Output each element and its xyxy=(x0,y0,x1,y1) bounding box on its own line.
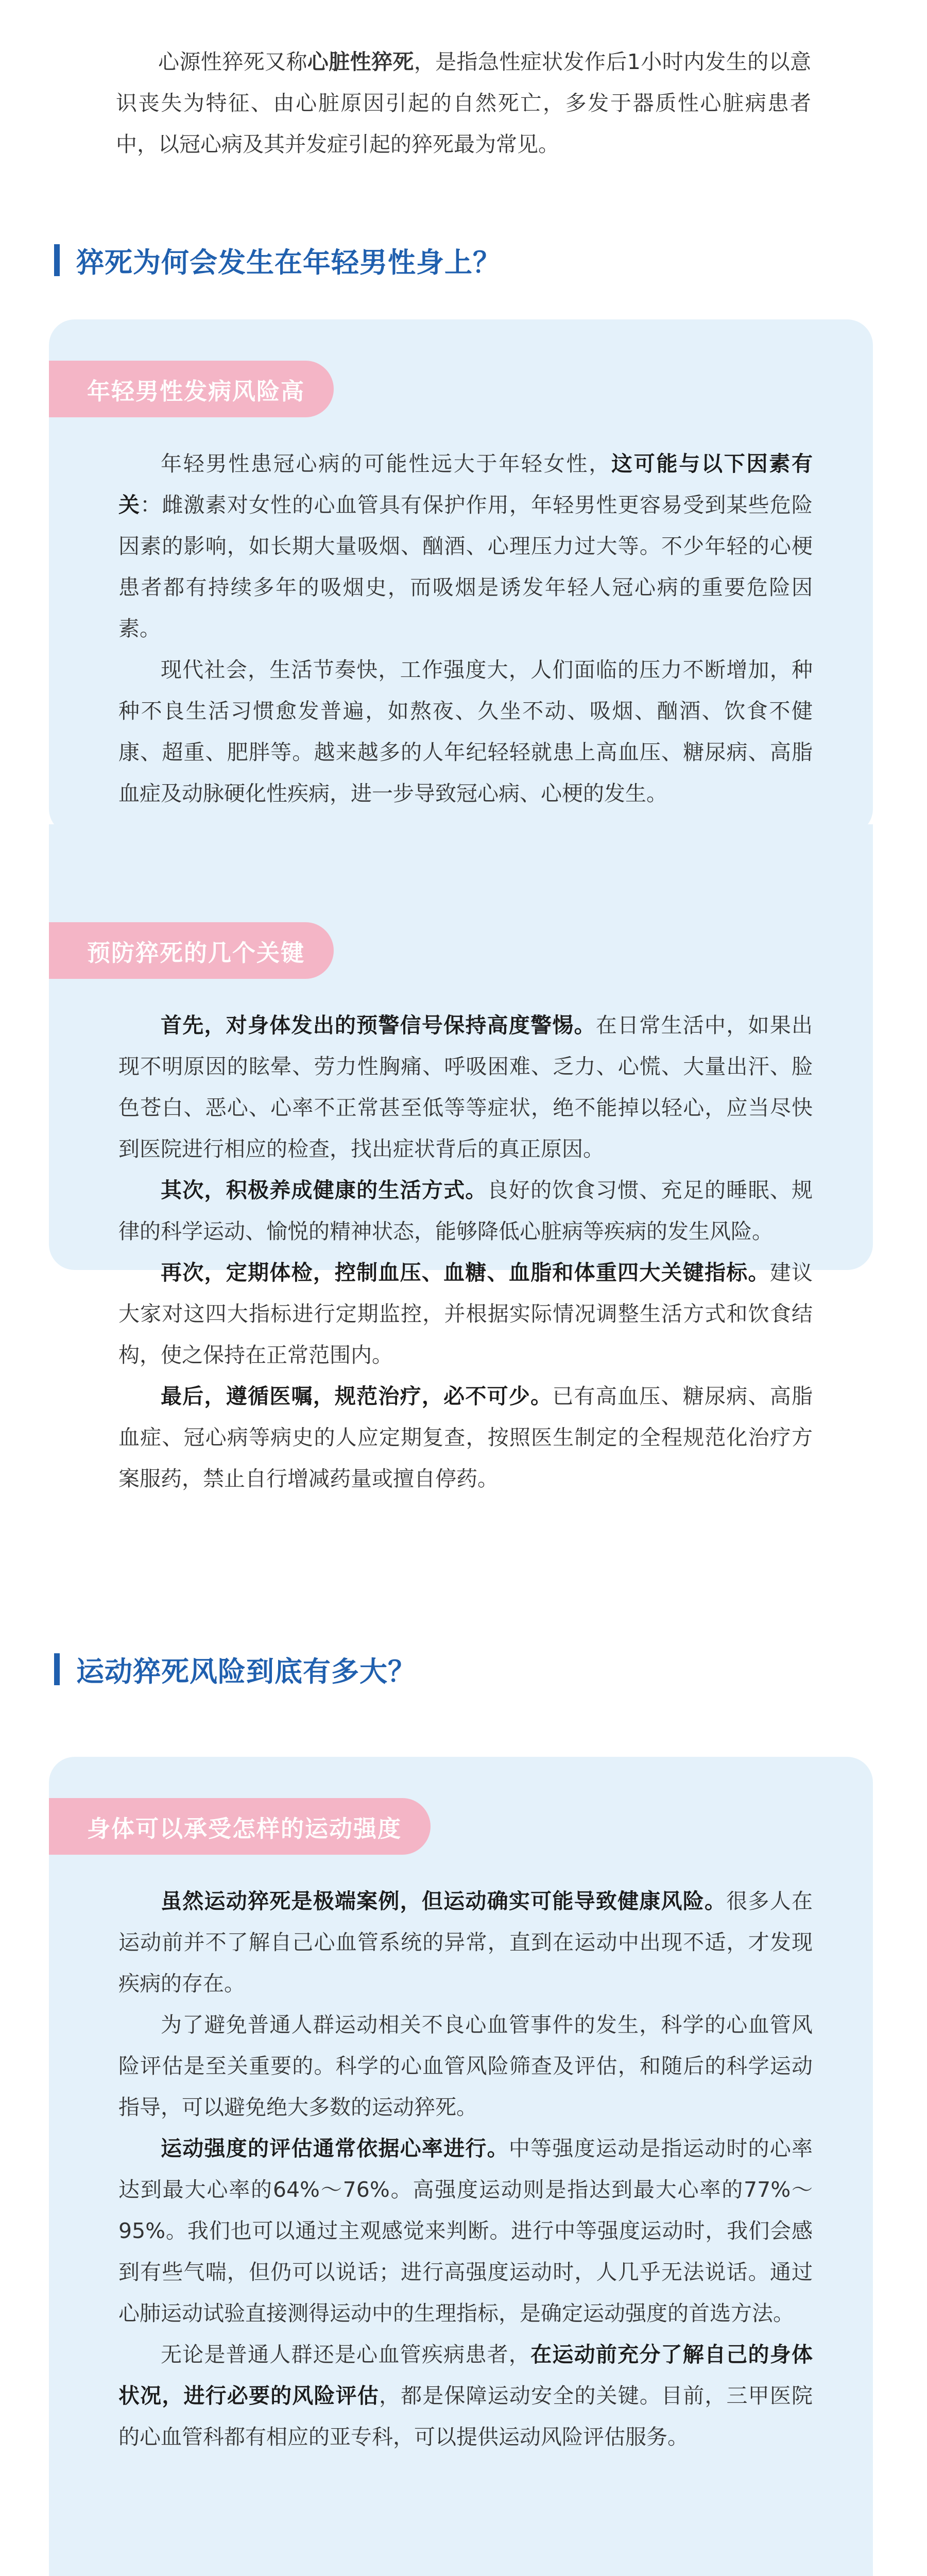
sub-heading-exercise-tolerance: 身体可以承受怎样的运动强度 xyxy=(49,1798,431,1855)
text: ，都是保障运动安全的关键。目前，三甲医院的心血管科都有相应的亚专科，可以提供运动风险评估服务。 xyxy=(118,2383,813,2449)
paragraph xyxy=(118,443,813,649)
bold-text: 运动强度的评估通常依据心率进行。 xyxy=(161,2136,509,2161)
section-title-bar xyxy=(54,244,60,276)
bold-text: 首先，对身体发出的预警信号保持高度警惕。 xyxy=(161,1013,596,1038)
paragraph xyxy=(118,1880,813,2004)
paragraph xyxy=(118,2334,813,2458)
section-title-text: 运动猝死风险到底有多大？ xyxy=(76,1655,416,1688)
bold-text: 其次，积极养成健康的生活方式。 xyxy=(161,1178,487,1202)
text: 很多人在运动前并不了解自己心血管系统的异常，直到在运动中出现不适，才发现疾病的存在。 xyxy=(118,1889,813,1996)
paragraph xyxy=(118,1005,813,1170)
text: 已有高血压、糖尿病、高脂血症、冠心病等病史的人应定期复查，按照医生制定的全程规范化治疗方案服药，禁止自行增减药量或擅自停药。 xyxy=(118,1384,813,1491)
section-title-text: 猝死为何会发生在年轻男性身上？ xyxy=(76,246,501,279)
text: 建议大家对这四大指标进行定期监控，并根据实际情况调整生活方式和饮食结构，使之保持在正常范围内。 xyxy=(118,1260,813,1367)
intro-bold: 心脏性猝死 xyxy=(307,49,414,74)
bold-text: 在运动前充分了解自己的身体状况，进行必要的风险评估 xyxy=(118,2342,813,2408)
paragraph: 为了避免普通人群运动相关不良心血管事件的发生，科学的心血管风险评估是至关重要的。科学的心血管风险筛查及评估，和随后的科学运动指导，可以避免绝大多数的运动猝死。 xyxy=(118,2012,813,2120)
paragraph xyxy=(118,2128,813,2334)
intro-text: ，是指急性症状发作后1小时内发生的以意识丧失为特征、由心脏原因引起的自然死亡，多发于器质性心脏病患者中，以冠心病及其并发症引起的猝死最为常见。 xyxy=(116,49,811,157)
intro-paragraph xyxy=(116,41,811,165)
bold-text: 虽然运动猝死是极端案例，但运动确实可能导致健康风险。 xyxy=(161,1889,727,1913)
text-block-young-male-risk xyxy=(118,443,813,814)
sub-heading-prevent-keys: 预防猝死的几个关键 xyxy=(49,922,334,979)
paragraph: 现代社会，生活节奏快，工作强度大，人们面临的压力不断增加，种种不良生活习惯愈发普遍，如熬夜、久坐不动、吸烟、酗酒、饮食不健康、超重、肥胖等。越来越多的人年纪轻轻就患上高血压、糖尿病、高脂血症及动脉硬化性疾病，进一步导致冠心病、心梗的发生。 xyxy=(118,657,813,806)
text-block-exercise-tolerance xyxy=(118,1880,813,2458)
bold-text: 再次，定期体检，控制血压、血糖、血脂和体重四大关键指标。 xyxy=(161,1260,770,1285)
text: 在日常生活中，如果出现不明原因的眩晕、劳力性胸痛、呼吸困难、乏力、心慌、大量出汗、脸色苍白、恶心、心率不正常甚至低等等症状，绝不能掉以轻心，应当尽快到医院进行相应的检查，找出症状背后的真正原因。 xyxy=(118,1013,813,1161)
text: 年轻男性患冠心病的可能性远大于年轻女性， xyxy=(161,451,611,476)
text: 中等强度运动是指运动时的心率达到最大心率的64%～76%。高强度运动则是指达到最大心率的77%～95%。我们也可以通过主观感觉来判断。进行中等强度运动时，我们会感到有些气喘，但仍可以说话；进行高强度运动时，人几乎无法说话。通过心肺运动试验直接测得运动中的生理指标，是确定运动强度的首选方法。 xyxy=(118,2136,813,2326)
paragraph xyxy=(118,1252,813,1376)
paragraph xyxy=(118,1376,813,1499)
bold-text: 最后，遵循医嘱，规范治疗，必不可少。 xyxy=(161,1384,553,1409)
section-title-2 xyxy=(54,1651,416,1687)
text: 良好的饮食习惯、充足的睡眠、规律的科学运动、愉悦的精神状态，能够降低心脏病等疾病的发生风险。 xyxy=(118,1178,813,1244)
paragraph xyxy=(118,1170,813,1252)
text-block-prevent-keys xyxy=(118,1005,813,1499)
bold-text: 这可能与以下因素有关 xyxy=(118,451,813,517)
section-title-1 xyxy=(54,242,501,278)
sub-heading-young-male-risk: 年轻男性发病风险高 xyxy=(49,361,334,417)
intro-text: 心源性猝死又称 xyxy=(158,49,307,74)
text: 无论是普通人群还是心血管疾病患者， xyxy=(161,2342,531,2367)
text: ：雌激素对女性的心血管具有保护作用，年轻男性更容易受到某些危险因素的影响，如长期大量吸烟、酗酒、心理压力过大等。不少年轻的心梗患者都有持续多年的吸烟史，而吸烟是诱发年轻人冠心病的重要危险因素。 xyxy=(118,493,813,641)
section-title-bar xyxy=(54,1653,60,1685)
